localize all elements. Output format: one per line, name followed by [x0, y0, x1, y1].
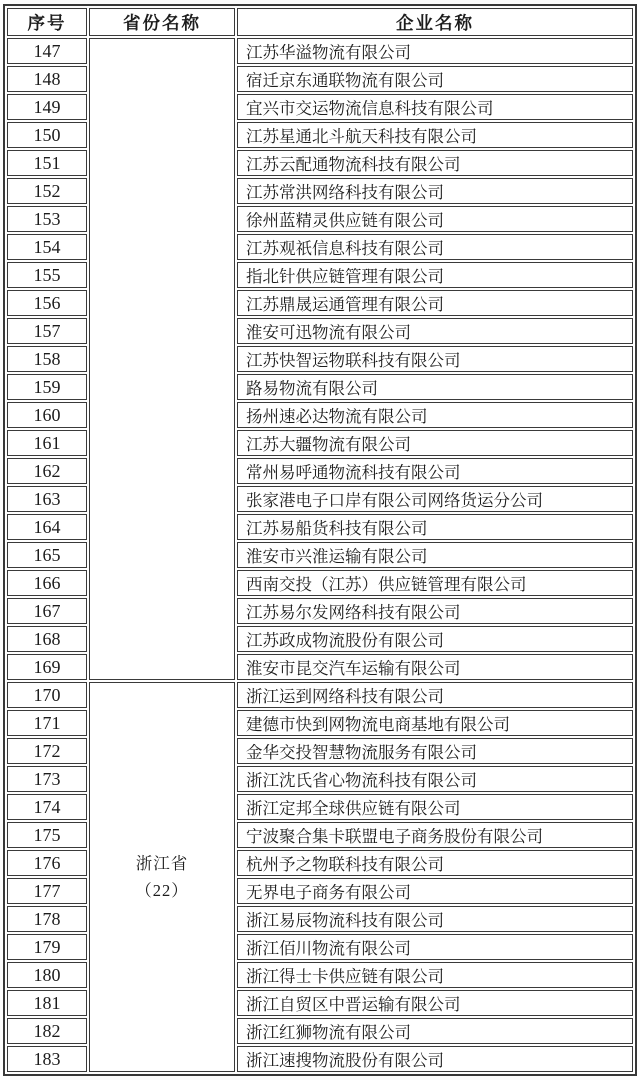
company-name-cell: 江苏政成物流股份有限公司 [237, 626, 633, 652]
company-name-cell: 浙江易辰物流科技有限公司 [237, 906, 633, 932]
company-name-cell: 浙江沈氏省心物流科技有限公司 [237, 766, 633, 792]
company-name-cell: 宜兴市交运物流信息科技有限公司 [237, 94, 633, 120]
serial-number-cell: 168 [7, 626, 87, 652]
company-name-cell: 江苏星通北斗航天科技有限公司 [237, 122, 633, 148]
header-province-name: 省份名称 [89, 8, 235, 36]
serial-number-cell: 175 [7, 822, 87, 848]
serial-number-cell: 167 [7, 598, 87, 624]
company-name-cell: 金华交投智慧物流服务有限公司 [237, 738, 633, 764]
company-name-cell: 江苏易尔发网络科技有限公司 [237, 598, 633, 624]
table-row [7, 38, 633, 64]
company-name-cell: 常州易呼通物流科技有限公司 [237, 458, 633, 484]
company-name-cell: 西南交投（江苏）供应链管理有限公司 [237, 570, 633, 596]
company-roster-table [3, 4, 637, 1076]
serial-number-cell: 154 [7, 234, 87, 260]
company-name-cell: 淮安市昆交汽车运输有限公司 [237, 654, 633, 680]
serial-number-cell: 156 [7, 290, 87, 316]
company-name-cell: 浙江定邦全球供应链有限公司 [237, 794, 633, 820]
serial-number-cell: 161 [7, 430, 87, 456]
serial-number-cell: 174 [7, 794, 87, 820]
company-name-cell: 浙江自贸区中晋运输有限公司 [237, 990, 633, 1016]
serial-number-cell: 166 [7, 570, 87, 596]
company-name-cell: 宿迁京东通联物流有限公司 [237, 66, 633, 92]
serial-number-cell: 165 [7, 542, 87, 568]
serial-number-cell: 159 [7, 374, 87, 400]
company-name-cell: 杭州予之物联科技有限公司 [237, 850, 633, 876]
company-name-cell: 指北针供应链管理有限公司 [237, 262, 633, 288]
company-name-cell: 江苏易船货科技有限公司 [237, 514, 633, 540]
serial-number-cell: 152 [7, 178, 87, 204]
table-header-row [7, 8, 633, 36]
serial-number-cell: 157 [7, 318, 87, 344]
serial-number-cell: 171 [7, 710, 87, 736]
province-count: （22） [135, 881, 189, 900]
company-name-cell: 江苏华溢物流有限公司 [237, 38, 633, 64]
serial-number-cell: 158 [7, 346, 87, 372]
company-name-cell: 江苏常洪网络科技有限公司 [237, 178, 633, 204]
province-cell [89, 682, 235, 1072]
serial-number-cell: 160 [7, 402, 87, 428]
serial-number-cell: 180 [7, 962, 87, 988]
serial-number-cell: 169 [7, 654, 87, 680]
serial-number-cell: 172 [7, 738, 87, 764]
serial-number-cell: 178 [7, 906, 87, 932]
serial-number-cell: 162 [7, 458, 87, 484]
company-name-cell: 路易物流有限公司 [237, 374, 633, 400]
serial-number-cell: 153 [7, 206, 87, 232]
company-name-cell: 江苏云配通物流科技有限公司 [237, 150, 633, 176]
company-name-cell: 江苏鼎晟运通管理有限公司 [237, 290, 633, 316]
serial-number-cell: 155 [7, 262, 87, 288]
company-name-cell: 江苏大疆物流有限公司 [237, 430, 633, 456]
company-name-cell: 徐州蓝精灵供应链有限公司 [237, 206, 633, 232]
province-name: 浙江省 [135, 854, 189, 873]
serial-number-cell: 163 [7, 486, 87, 512]
company-name-cell: 江苏观祇信息科技有限公司 [237, 234, 633, 260]
company-name-cell: 淮安可迅物流有限公司 [237, 318, 633, 344]
company-name-cell: 浙江运到网络科技有限公司 [237, 682, 633, 708]
serial-number-cell: 148 [7, 66, 87, 92]
serial-number-cell: 177 [7, 878, 87, 904]
serial-number-cell: 151 [7, 150, 87, 176]
serial-number-cell: 179 [7, 934, 87, 960]
serial-number-cell: 173 [7, 766, 87, 792]
company-name-cell: 江苏快智运物联科技有限公司 [237, 346, 633, 372]
serial-number-cell: 149 [7, 94, 87, 120]
serial-number-cell: 176 [7, 850, 87, 876]
table-row [7, 682, 633, 708]
company-name-cell: 淮安市兴淮运输有限公司 [237, 542, 633, 568]
serial-number-cell: 150 [7, 122, 87, 148]
company-name-cell: 无界电子商务有限公司 [237, 878, 633, 904]
serial-number-cell: 182 [7, 1018, 87, 1044]
table-body [7, 38, 633, 1072]
company-name-cell: 扬州速必达物流有限公司 [237, 402, 633, 428]
serial-number-cell: 170 [7, 682, 87, 708]
province-cell [89, 38, 235, 680]
header-company-name: 企业名称 [237, 8, 633, 36]
serial-number-cell: 181 [7, 990, 87, 1016]
company-name-cell: 浙江速搜物流股份有限公司 [237, 1046, 633, 1072]
header-serial-number: 序号 [7, 8, 87, 36]
company-name-cell: 浙江得士卡供应链有限公司 [237, 962, 633, 988]
company-name-cell: 宁波聚合集卡联盟电子商务股份有限公司 [237, 822, 633, 848]
company-name-cell: 建德市快到网物流电商基地有限公司 [237, 710, 633, 736]
serial-number-cell: 147 [7, 38, 87, 64]
company-name-cell: 浙江红狮物流有限公司 [237, 1018, 633, 1044]
serial-number-cell: 183 [7, 1046, 87, 1072]
company-name-cell: 浙江佰川物流有限公司 [237, 934, 633, 960]
serial-number-cell: 164 [7, 514, 87, 540]
company-name-cell: 张家港电子口岸有限公司网络货运分公司 [237, 486, 633, 512]
